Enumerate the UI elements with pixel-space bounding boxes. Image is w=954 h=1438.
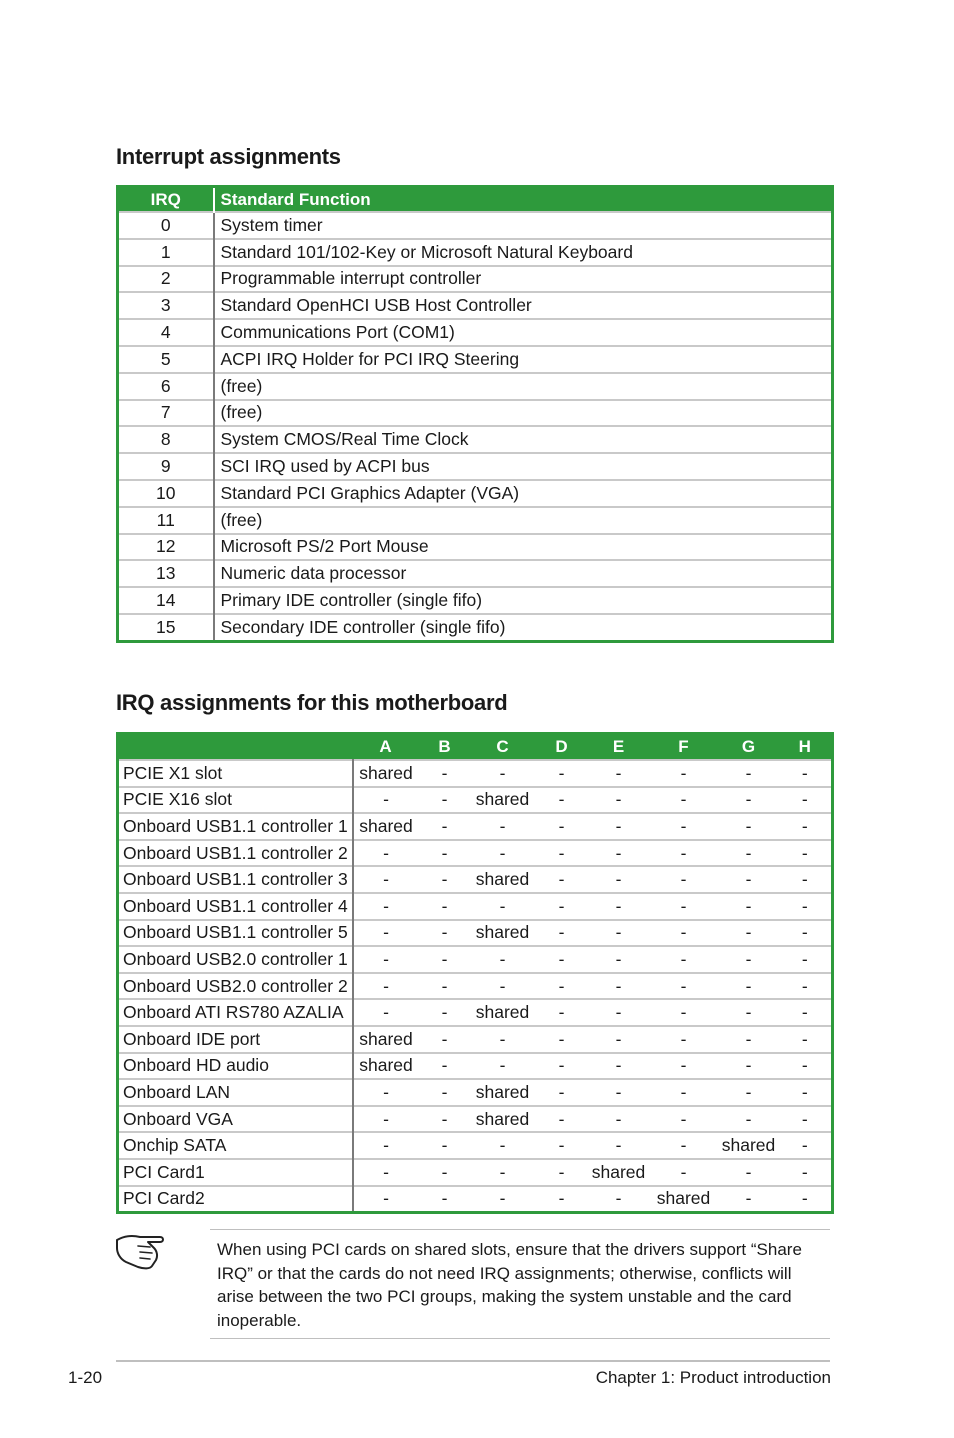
assignment-cell: - bbox=[649, 1106, 719, 1133]
assignment-cell: - bbox=[589, 1106, 649, 1133]
pin-column-header: D bbox=[535, 734, 589, 761]
table-row bbox=[118, 614, 833, 641]
assignment-cell: - bbox=[419, 920, 471, 947]
irq-number-cell: 11 bbox=[118, 507, 214, 534]
assignment-cell: - bbox=[649, 920, 719, 947]
assignment-cell: - bbox=[419, 1026, 471, 1053]
assignment-cell: - bbox=[779, 1053, 833, 1080]
device-cell: Onboard USB2.0 controller 1 bbox=[118, 946, 353, 973]
assignment-cell: - bbox=[419, 1159, 471, 1186]
assignment-cell: - bbox=[589, 999, 649, 1026]
function-cell: (free) bbox=[214, 507, 833, 534]
table-row bbox=[118, 1079, 833, 1106]
assignment-cell: - bbox=[535, 840, 589, 867]
assignment-cell: - bbox=[719, 1106, 779, 1133]
irq-number-cell: 9 bbox=[118, 453, 214, 480]
table-row bbox=[118, 893, 833, 920]
device-cell: Onboard USB1.1 controller 2 bbox=[118, 840, 353, 867]
function-cell: (free) bbox=[214, 373, 833, 400]
assignment-cell: - bbox=[471, 1053, 535, 1080]
table-row bbox=[118, 760, 833, 787]
device-cell: Onboard LAN bbox=[118, 1079, 353, 1106]
irq-number-cell: 2 bbox=[118, 266, 214, 293]
table-row bbox=[118, 212, 833, 239]
assignment-cell: - bbox=[419, 787, 471, 814]
assignment-cell: - bbox=[719, 1079, 779, 1106]
assignment-cell: - bbox=[535, 1186, 589, 1213]
assignment-cell: - bbox=[535, 1053, 589, 1080]
assignment-cell: - bbox=[649, 893, 719, 920]
assignment-cell: - bbox=[779, 999, 833, 1026]
assignment-cell: - bbox=[589, 760, 649, 787]
function-cell: Numeric data processor bbox=[214, 560, 833, 587]
assignment-cell: - bbox=[719, 866, 779, 893]
assignment-cell: - bbox=[419, 760, 471, 787]
table-row bbox=[118, 453, 833, 480]
assignment-cell: - bbox=[419, 999, 471, 1026]
table-row bbox=[118, 1053, 833, 1080]
table-row bbox=[118, 292, 833, 319]
table-row bbox=[118, 813, 833, 840]
assignment-cell: shared bbox=[353, 1026, 419, 1053]
assignment-cell: - bbox=[353, 1159, 419, 1186]
assignment-cell: - bbox=[419, 1186, 471, 1213]
assignment-cell: - bbox=[719, 920, 779, 947]
table-row bbox=[118, 480, 833, 507]
table-header-row bbox=[118, 187, 833, 213]
irq-number-cell: 0 bbox=[118, 212, 214, 239]
device-cell: PCI Card2 bbox=[118, 1186, 353, 1213]
assignment-cell: - bbox=[779, 787, 833, 814]
assignment-cell: - bbox=[419, 866, 471, 893]
footer-rule bbox=[116, 1360, 830, 1362]
function-cell: ACPI IRQ Holder for PCI IRQ Steering bbox=[214, 346, 833, 373]
assignment-cell: - bbox=[353, 866, 419, 893]
device-cell: Onboard USB1.1 controller 5 bbox=[118, 920, 353, 947]
assignment-cell: - bbox=[649, 1079, 719, 1106]
assignment-cell: - bbox=[779, 760, 833, 787]
irq-number-cell: 1 bbox=[118, 239, 214, 266]
assignment-cell: - bbox=[535, 946, 589, 973]
assignment-cell: - bbox=[589, 866, 649, 893]
function-cell: Standard PCI Graphics Adapter (VGA) bbox=[214, 480, 833, 507]
assignment-cell: - bbox=[589, 813, 649, 840]
assignment-cell: - bbox=[589, 1186, 649, 1213]
table-row bbox=[118, 534, 833, 561]
table-row bbox=[118, 319, 833, 346]
assignment-cell: - bbox=[719, 1053, 779, 1080]
assignment-cell: - bbox=[535, 973, 589, 1000]
irq-number-cell: 13 bbox=[118, 560, 214, 587]
note-top-rule bbox=[210, 1229, 830, 1230]
assignment-cell: - bbox=[649, 1053, 719, 1080]
assignment-cell: - bbox=[471, 1132, 535, 1159]
device-cell: Onboard USB2.0 controller 2 bbox=[118, 973, 353, 1000]
assignment-cell: - bbox=[589, 1026, 649, 1053]
assignment-cell: - bbox=[589, 1132, 649, 1159]
assignment-cell: - bbox=[471, 946, 535, 973]
assignment-cell: - bbox=[649, 813, 719, 840]
assignment-cell: - bbox=[535, 1026, 589, 1053]
function-cell: Standard OpenHCI USB Host Controller bbox=[214, 292, 833, 319]
assignment-cell: - bbox=[535, 1079, 589, 1106]
table-row bbox=[118, 1186, 833, 1213]
assignment-cell: - bbox=[589, 1079, 649, 1106]
assignment-cell: - bbox=[719, 1159, 779, 1186]
assignment-cell: - bbox=[719, 787, 779, 814]
pin-column-header: G bbox=[719, 734, 779, 761]
note-text: When using PCI cards on shared slots, ensure that the drivers support “Share IRQ” or that the cards do not need IRQ assignments; otherwise, conflicts will arise between the two PCI groups, making the system unstable and the card inoperable. bbox=[217, 1240, 802, 1330]
table-row bbox=[118, 400, 833, 427]
irq-column-header: IRQ bbox=[118, 187, 214, 213]
irq-number-cell: 3 bbox=[118, 292, 214, 319]
assignment-cell: - bbox=[649, 1026, 719, 1053]
assignment-cell: - bbox=[589, 946, 649, 973]
assignment-cell: - bbox=[779, 920, 833, 947]
table-row bbox=[118, 840, 833, 867]
assignment-cell: - bbox=[779, 840, 833, 867]
assignment-cell: - bbox=[589, 920, 649, 947]
assignment-cell: - bbox=[353, 1106, 419, 1133]
function-cell: System timer bbox=[214, 212, 833, 239]
irq-number-cell: 10 bbox=[118, 480, 214, 507]
assignment-cell: - bbox=[535, 1106, 589, 1133]
assignment-cell: shared bbox=[471, 920, 535, 947]
assignment-cell: - bbox=[535, 999, 589, 1026]
assignment-cell: - bbox=[649, 1159, 719, 1186]
assignment-cell: - bbox=[649, 760, 719, 787]
assignment-cell: - bbox=[471, 760, 535, 787]
assignment-cell: - bbox=[779, 1186, 833, 1213]
assignment-cell: - bbox=[779, 866, 833, 893]
assignment-cell: - bbox=[419, 973, 471, 1000]
assignment-cell: shared bbox=[589, 1159, 649, 1186]
assignment-cell: - bbox=[649, 787, 719, 814]
irq-number-cell: 14 bbox=[118, 587, 214, 614]
table-row bbox=[118, 1026, 833, 1053]
device-cell: Onboard USB1.1 controller 1 bbox=[118, 813, 353, 840]
assignment-cell: - bbox=[419, 1079, 471, 1106]
table-row bbox=[118, 426, 833, 453]
assignment-cell: - bbox=[419, 813, 471, 840]
assignment-cell: - bbox=[719, 946, 779, 973]
pin-column-header: H bbox=[779, 734, 833, 761]
assignment-cell: - bbox=[649, 840, 719, 867]
assignment-cell: - bbox=[719, 1186, 779, 1213]
page-number: 1-20 bbox=[68, 1368, 103, 1387]
assignment-cell: - bbox=[719, 893, 779, 920]
assignment-cell: - bbox=[649, 866, 719, 893]
table-header-row bbox=[118, 734, 833, 761]
assignment-cell: - bbox=[535, 866, 589, 893]
assignment-cell: - bbox=[419, 893, 471, 920]
assignment-cell: - bbox=[471, 973, 535, 1000]
assignment-cell: - bbox=[719, 840, 779, 867]
assignment-cell: - bbox=[353, 1132, 419, 1159]
assignment-cell: - bbox=[779, 893, 833, 920]
assignment-cell: - bbox=[419, 1132, 471, 1159]
assignment-cell: - bbox=[589, 840, 649, 867]
assignment-cell: - bbox=[589, 973, 649, 1000]
table-row bbox=[118, 1106, 833, 1133]
assignment-cell: - bbox=[353, 946, 419, 973]
note-bottom-rule bbox=[210, 1338, 830, 1339]
assignment-cell: - bbox=[589, 893, 649, 920]
assignment-cell: - bbox=[719, 1026, 779, 1053]
device-column-header bbox=[118, 734, 353, 761]
assignment-cell: - bbox=[419, 1106, 471, 1133]
table-row bbox=[118, 507, 833, 534]
function-column-header: Standard Function bbox=[214, 187, 833, 213]
assignment-cell: - bbox=[589, 787, 649, 814]
table-row bbox=[118, 999, 833, 1026]
irq-number-cell: 7 bbox=[118, 400, 214, 427]
assignment-cell: - bbox=[535, 1132, 589, 1159]
assignment-cell: - bbox=[471, 893, 535, 920]
assignment-cell: - bbox=[535, 893, 589, 920]
assignment-cell: - bbox=[779, 1026, 833, 1053]
assignment-cell: - bbox=[471, 1159, 535, 1186]
table-row bbox=[118, 946, 833, 973]
pin-column-header: B bbox=[419, 734, 471, 761]
table-row bbox=[118, 587, 833, 614]
assignment-cell: - bbox=[535, 813, 589, 840]
assignment-cell: shared bbox=[353, 1053, 419, 1080]
assignment-cell: shared bbox=[353, 813, 419, 840]
interrupt-assignments-table bbox=[116, 185, 834, 643]
irq-motherboard-heading: IRQ assignments for this motherboard bbox=[116, 690, 508, 715]
table-row bbox=[118, 1159, 833, 1186]
assignment-cell: - bbox=[589, 1053, 649, 1080]
assignment-cell: - bbox=[649, 1132, 719, 1159]
device-cell: PCIE X16 slot bbox=[118, 787, 353, 814]
table-row bbox=[118, 373, 833, 400]
irq-number-cell: 5 bbox=[118, 346, 214, 373]
assignment-cell: - bbox=[353, 787, 419, 814]
assignment-cell: - bbox=[719, 973, 779, 1000]
assignment-cell: - bbox=[353, 1186, 419, 1213]
assignment-cell: - bbox=[353, 1079, 419, 1106]
table-row bbox=[118, 346, 833, 373]
table-row bbox=[118, 920, 833, 947]
device-cell: Onboard VGA bbox=[118, 1106, 353, 1133]
function-cell: Secondary IDE controller (single fifo) bbox=[214, 614, 833, 641]
assignment-cell: - bbox=[419, 840, 471, 867]
assignment-cell: - bbox=[471, 840, 535, 867]
device-cell: PCIE X1 slot bbox=[118, 760, 353, 787]
assignment-cell: - bbox=[649, 973, 719, 1000]
assignment-cell: shared bbox=[471, 866, 535, 893]
assignment-cell: - bbox=[353, 840, 419, 867]
assignment-cell: - bbox=[719, 813, 779, 840]
irq-number-cell: 6 bbox=[118, 373, 214, 400]
interrupt-assignments-heading: Interrupt assignments bbox=[116, 144, 341, 169]
table-row bbox=[118, 239, 833, 266]
assignment-cell: - bbox=[535, 1159, 589, 1186]
function-cell: Primary IDE controller (single fifo) bbox=[214, 587, 833, 614]
assignment-cell: shared bbox=[719, 1132, 779, 1159]
pin-column-header: F bbox=[649, 734, 719, 761]
assignment-cell: - bbox=[779, 1132, 833, 1159]
table-row bbox=[118, 973, 833, 1000]
assignment-cell: - bbox=[471, 1026, 535, 1053]
pin-column-header: A bbox=[353, 734, 419, 761]
function-cell: System CMOS/Real Time Clock bbox=[214, 426, 833, 453]
device-cell: PCI Card1 bbox=[118, 1159, 353, 1186]
function-cell: Standard 101/102-Key or Microsoft Natural Keyboard bbox=[214, 239, 833, 266]
assignment-cell: - bbox=[353, 973, 419, 1000]
chapter-title: Chapter 1: Product introduction bbox=[595, 1368, 831, 1387]
irq-assignments-table bbox=[116, 732, 834, 1214]
assignment-cell: shared bbox=[471, 1106, 535, 1133]
assignment-cell: - bbox=[535, 760, 589, 787]
table-row bbox=[118, 266, 833, 293]
device-cell: Onboard USB1.1 controller 4 bbox=[118, 893, 353, 920]
table-row bbox=[118, 1132, 833, 1159]
assignment-cell: - bbox=[649, 946, 719, 973]
function-cell: SCI IRQ used by ACPI bus bbox=[214, 453, 833, 480]
function-cell: Communications Port (COM1) bbox=[214, 319, 833, 346]
assignment-cell: - bbox=[471, 813, 535, 840]
assignment-cell: - bbox=[649, 999, 719, 1026]
function-cell: Programmable interrupt controller bbox=[214, 266, 833, 293]
assignment-cell: shared bbox=[471, 999, 535, 1026]
pin-column-header: E bbox=[589, 734, 649, 761]
device-cell: Onchip SATA bbox=[118, 1132, 353, 1159]
hand-icon bbox=[114, 1226, 170, 1270]
irq-number-cell: 12 bbox=[118, 534, 214, 561]
device-cell: Onboard ATI RS780 AZALIA bbox=[118, 999, 353, 1026]
assignment-cell: - bbox=[353, 920, 419, 947]
assignment-cell: - bbox=[471, 1186, 535, 1213]
assignment-cell: - bbox=[779, 813, 833, 840]
assignment-cell: - bbox=[719, 999, 779, 1026]
assignment-cell: - bbox=[719, 760, 779, 787]
assignment-cell: - bbox=[779, 973, 833, 1000]
device-cell: Onboard HD audio bbox=[118, 1053, 353, 1080]
assignment-cell: - bbox=[353, 893, 419, 920]
table-row bbox=[118, 866, 833, 893]
function-cell: Microsoft PS/2 Port Mouse bbox=[214, 534, 833, 561]
assignment-cell: - bbox=[535, 787, 589, 814]
device-cell: Onboard IDE port bbox=[118, 1026, 353, 1053]
assignment-cell: - bbox=[779, 1079, 833, 1106]
assignment-cell: - bbox=[779, 1159, 833, 1186]
irq-number-cell: 15 bbox=[118, 614, 214, 641]
assignment-cell: - bbox=[535, 920, 589, 947]
pin-column-header: C bbox=[471, 734, 535, 761]
assignment-cell: - bbox=[779, 946, 833, 973]
assignment-cell: - bbox=[419, 946, 471, 973]
assignment-cell: - bbox=[779, 1106, 833, 1133]
assignment-cell: - bbox=[419, 1053, 471, 1080]
assignment-cell: shared bbox=[649, 1186, 719, 1213]
function-cell: (free) bbox=[214, 400, 833, 427]
irq-number-cell: 4 bbox=[118, 319, 214, 346]
device-cell: Onboard USB1.1 controller 3 bbox=[118, 866, 353, 893]
table-row bbox=[118, 560, 833, 587]
assignment-cell: shared bbox=[353, 760, 419, 787]
table-row bbox=[118, 787, 833, 814]
assignment-cell: shared bbox=[471, 787, 535, 814]
irq-number-cell: 8 bbox=[118, 426, 214, 453]
assignment-cell: - bbox=[353, 999, 419, 1026]
assignment-cell: shared bbox=[471, 1079, 535, 1106]
